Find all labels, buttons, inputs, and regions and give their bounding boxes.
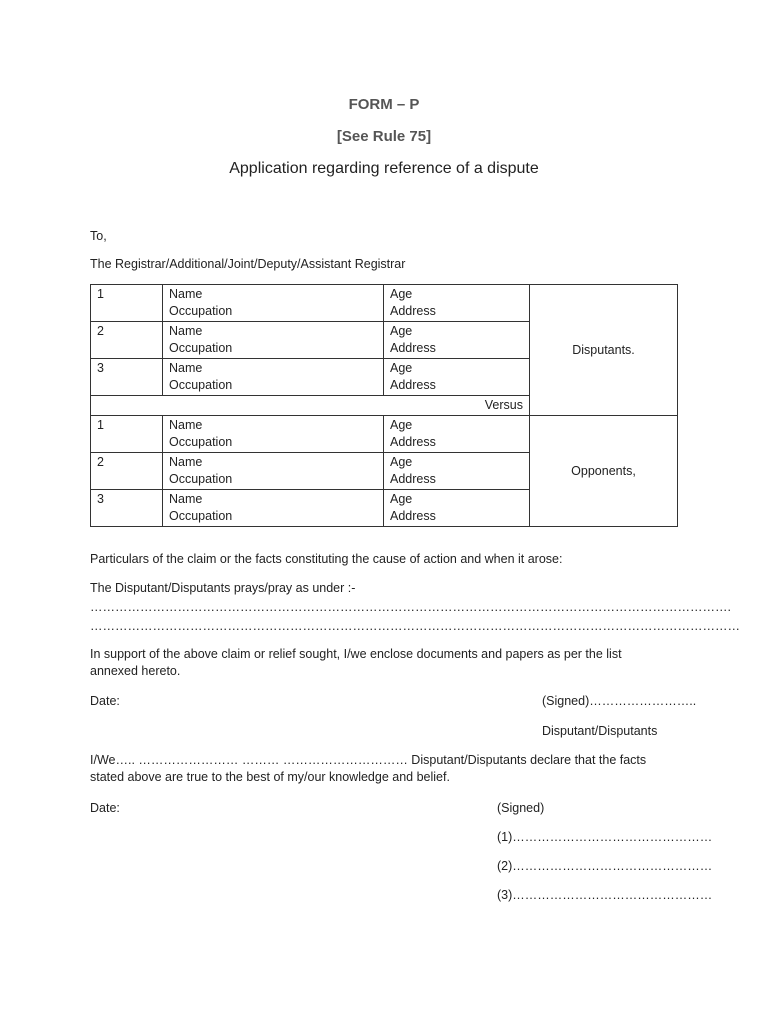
age-cell xyxy=(384,416,530,453)
name-cell xyxy=(163,453,384,490)
row-number: 2 xyxy=(91,453,163,490)
form-subject: Application regarding reference of a dispute xyxy=(229,160,539,177)
address-label: Address xyxy=(390,378,436,392)
disputants-label: Disputants. xyxy=(530,285,678,416)
age-cell xyxy=(384,490,530,527)
age-cell xyxy=(384,359,530,396)
address-label: Address xyxy=(390,435,436,449)
occupation-label: Occupation xyxy=(169,472,233,486)
age-label: Age xyxy=(390,455,413,469)
particulars-text: Particulars of the claim or the facts constituting the cause of action and when it arose: xyxy=(90,552,563,566)
table-row xyxy=(91,416,678,453)
row-number: 2 xyxy=(91,322,163,359)
versus-label: Versus xyxy=(91,396,530,416)
signature-line-1: (1)………………………………………… xyxy=(497,830,713,844)
age-cell xyxy=(384,453,530,490)
signature-line-3: (3)………………………………………… xyxy=(497,888,713,902)
address-label: Address xyxy=(390,472,436,486)
signed-line: (Signed)…………………….. xyxy=(542,694,697,708)
date-label: Date: xyxy=(90,694,120,708)
occupation-label: Occupation xyxy=(169,378,233,392)
signed-label: (Signed) xyxy=(497,801,545,815)
address-label: Address xyxy=(390,509,436,523)
row-number: 1 xyxy=(91,285,163,322)
age-label: Age xyxy=(390,324,413,338)
row-number: 1 xyxy=(91,416,163,453)
name-label: Name xyxy=(169,324,203,338)
name-label: Name xyxy=(169,361,203,375)
opponents-label: Opponents, xyxy=(530,416,678,527)
disputants-signature-label: Disputant/Disputants xyxy=(542,724,658,738)
age-label: Age xyxy=(390,492,413,506)
name-cell xyxy=(163,490,384,527)
declaration-text: I/We….. …………………… ……… ………………………… Disputant/Disputants declare that the facts stated above are true to the best of my/our knowledge and belief. xyxy=(90,753,647,784)
age-label: Age xyxy=(390,361,413,375)
occupation-label: Occupation xyxy=(169,341,233,355)
age-label: Age xyxy=(390,287,413,301)
name-label: Name xyxy=(169,492,203,506)
prays-text: The Disputant/Disputants prays/pray as under :- xyxy=(90,581,356,595)
name-cell xyxy=(163,322,384,359)
name-label: Name xyxy=(169,455,203,469)
address-label: Address xyxy=(390,304,436,318)
address-label: Address xyxy=(390,341,436,355)
name-cell xyxy=(163,359,384,396)
dotted-line: ………………………………………………………………………………………………………………………………………. xyxy=(90,600,731,614)
row-number: 3 xyxy=(91,359,163,396)
parties-table xyxy=(90,284,678,527)
name-label: Name xyxy=(169,287,203,301)
form-title: FORM – P xyxy=(348,96,420,113)
occupation-label: Occupation xyxy=(169,304,233,318)
name-cell xyxy=(163,416,384,453)
occupation-label: Occupation xyxy=(169,435,233,449)
age-cell xyxy=(384,322,530,359)
signature-line-2: (2)………………………………………… xyxy=(497,859,713,873)
name-label: Name xyxy=(169,418,203,432)
support-text: In support of the above claim or relief sought, I/we enclose documents and papers as per the list annexed hereto. xyxy=(90,647,622,678)
age-cell xyxy=(384,285,530,322)
rule-reference: [See Rule 75] xyxy=(336,128,432,145)
age-label: Age xyxy=(390,418,413,432)
table-row xyxy=(91,285,678,322)
to-label: To, xyxy=(90,229,107,243)
row-number: 3 xyxy=(91,490,163,527)
date-label: Date: xyxy=(90,801,120,815)
name-cell xyxy=(163,285,384,322)
registrar-line: The Registrar/Additional/Joint/Deputy/Assistant Registrar xyxy=(90,257,406,271)
dotted-line: ………………………………………………………………………………………………………………………………………… xyxy=(90,619,740,633)
occupation-label: Occupation xyxy=(169,509,233,523)
